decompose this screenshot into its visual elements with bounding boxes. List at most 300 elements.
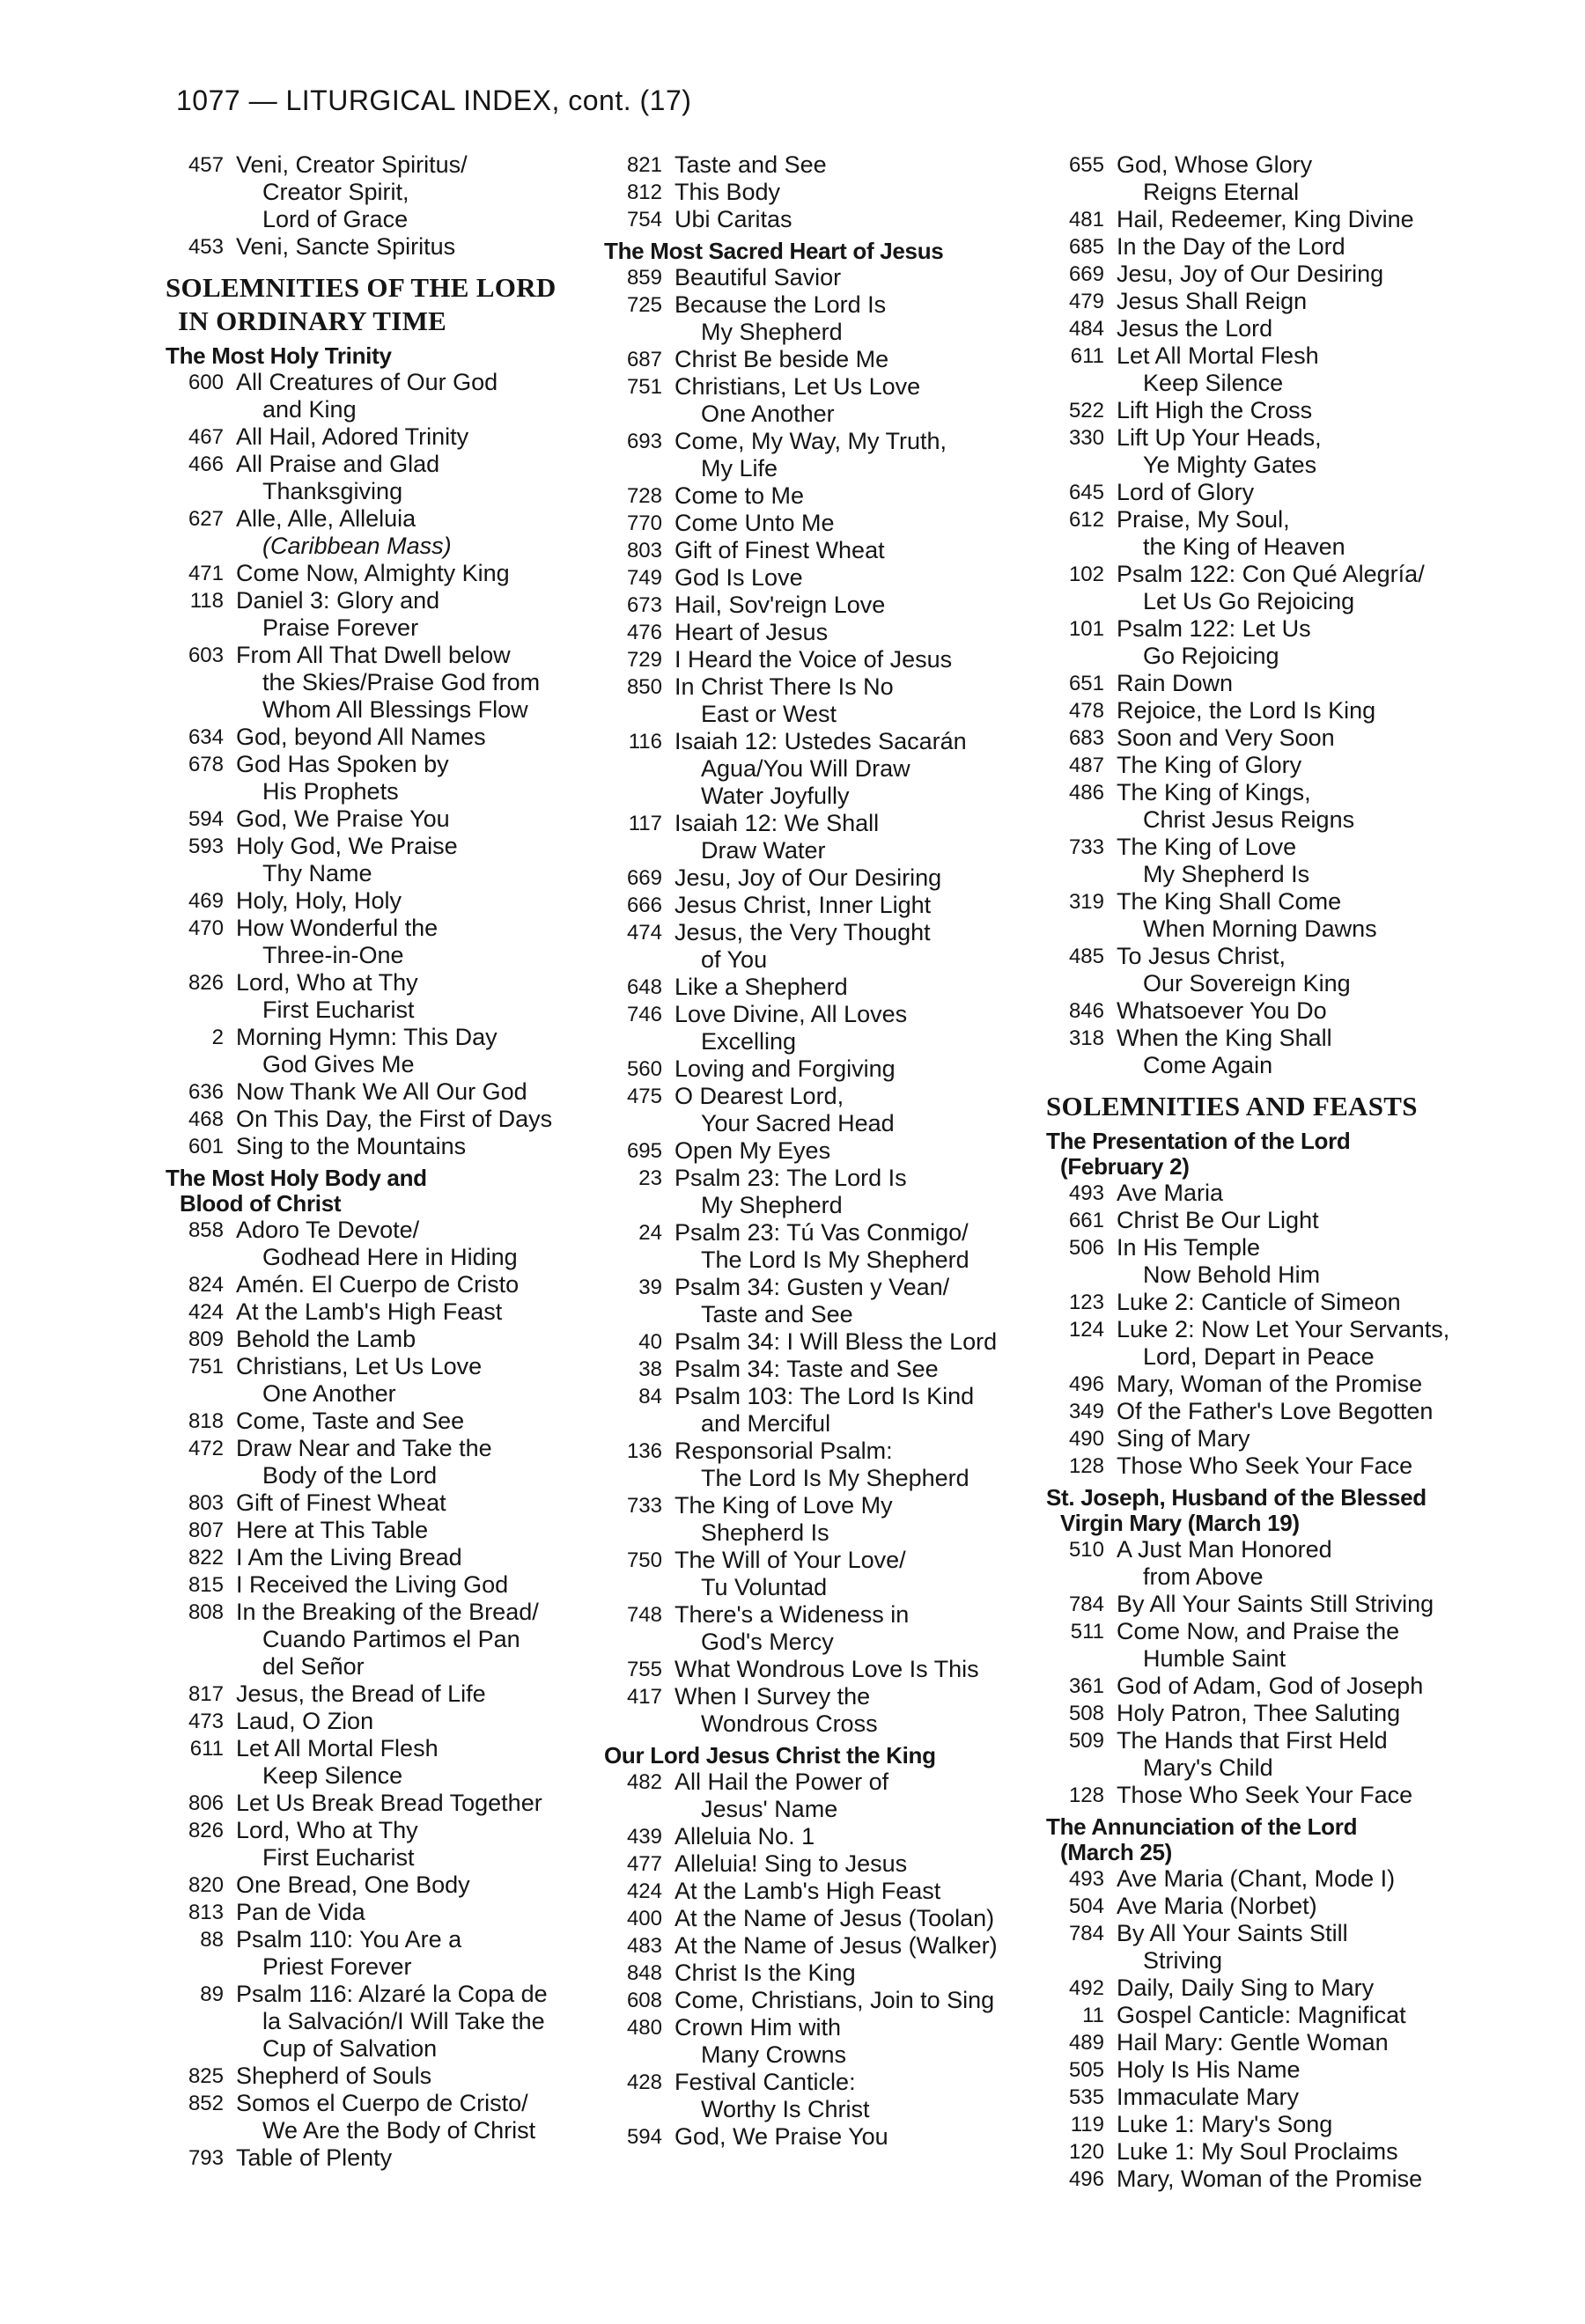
- section-heading: [166, 271, 579, 338]
- hymn-number: 487: [1068, 754, 1104, 777]
- hymn-title: [1117, 943, 1460, 997]
- hymn-title-line: (Caribbean Mass): [262, 533, 452, 559]
- hymn-title: [675, 428, 1018, 482]
- hymn-title-line: On This Day, the First of Days: [236, 1106, 553, 1132]
- hymn-number: 11: [1082, 2004, 1104, 2027]
- hymn-title-line: First Eucharist: [262, 1844, 415, 1871]
- hymn-number: 88: [200, 1928, 224, 1952]
- hymn-title-line: All Praise and Glad: [236, 451, 440, 477]
- index-entry: [604, 179, 1018, 206]
- hymn-number: 822: [188, 1546, 224, 1570]
- index-entry: [166, 2090, 579, 2144]
- index-entry: [166, 2144, 579, 2172]
- index-entry: [166, 833, 579, 887]
- hymn-number: 685: [1068, 235, 1104, 259]
- hymn-title: [1117, 479, 1460, 506]
- hymn-title-line: Draw Water: [701, 837, 826, 864]
- hymn-title: [675, 373, 1018, 428]
- hymn-number: 636: [188, 1080, 224, 1104]
- hymn-title-line: Ave Maria (Chant, Mode I): [1117, 1865, 1396, 1892]
- hymn-number: 820: [188, 1873, 224, 1897]
- hymn-title: [1117, 1180, 1460, 1207]
- hymn-number: 593: [188, 835, 224, 858]
- hymn-title: [1117, 2056, 1460, 2084]
- hymn-number: 751: [626, 375, 662, 399]
- hymn-title-line: One Another: [701, 401, 835, 427]
- index-entry: [1046, 834, 1460, 888]
- hymn-number: 669: [1068, 262, 1104, 286]
- hymn-title-line: Excelling: [701, 1028, 797, 1055]
- hymn-title-line: Christ Is the King: [675, 1960, 856, 1986]
- index-entry: [604, 1547, 1018, 1601]
- index-entry: [604, 728, 1018, 810]
- hymn-title: [675, 1328, 1018, 1356]
- hymn-title-line: Let Us Go Rejoicing: [1143, 588, 1355, 614]
- hymn-title: [236, 1435, 579, 1489]
- hymn-title-line: Gospel Canticle: Magnificat: [1117, 2002, 1406, 2028]
- hymn-title-line: Lord of Grace: [262, 206, 409, 232]
- index-entry: [1046, 397, 1460, 424]
- hymn-title: [675, 1137, 1018, 1165]
- index-entry: [166, 1489, 579, 1517]
- hymn-title-line: Christians, Let Us Love: [675, 373, 921, 400]
- hymn-title-line: Gift of Finest Wheat: [675, 537, 885, 563]
- hymn-title-line: Alle, Alle, Alleluia: [236, 505, 417, 532]
- heading-line: (February 2): [1060, 1153, 1190, 1180]
- heading-line: The Presentation of the Lord: [1046, 1128, 1351, 1154]
- index-entry: [1046, 697, 1460, 724]
- hymn-number: 803: [626, 539, 662, 563]
- index-entry: [166, 1353, 579, 1408]
- hymn-title-line: Holy Is His Name: [1117, 2056, 1301, 2083]
- hymn-title: [1117, 888, 1460, 943]
- hymn-title-line: Taste and See: [701, 1301, 853, 1327]
- hymn-title-line: Psalm 110: You Are a: [236, 1926, 462, 1953]
- hymn-title-line: The King of Kings,: [1117, 779, 1311, 805]
- hymn-title: [675, 1438, 1018, 1492]
- hymn-title-line: Shepherd of Souls: [236, 2063, 432, 2089]
- hymn-title-line: of You: [701, 946, 768, 973]
- hymn-title: [675, 592, 1018, 619]
- hymn-title-line: Daniel 3: Glory and: [236, 587, 440, 614]
- hymn-number: 319: [1068, 890, 1104, 914]
- hymn-title-line: Tu Voluntad: [701, 1574, 828, 1600]
- index-entry: [604, 1001, 1018, 1055]
- hymn-title: [675, 646, 1018, 673]
- hymn-number: 535: [1068, 2085, 1104, 2109]
- hymn-title-line: Go Rejoicing: [1143, 643, 1279, 669]
- hymn-number: 482: [626, 1770, 662, 1794]
- hymn-title-line: Keep Silence: [262, 1762, 403, 1789]
- hymn-title-line: Jesus, the Bread of Life: [236, 1680, 486, 1707]
- hymn-title-line: I Received the Living God: [236, 1571, 509, 1598]
- index-entry: [1046, 724, 1460, 752]
- hymn-number: 725: [626, 293, 662, 317]
- hymn-title-line: Keep Silence: [1143, 370, 1284, 396]
- index-entry: [604, 291, 1018, 346]
- hymn-title: [1117, 342, 1460, 397]
- hymn-title-line: Cuando Partimos el Pan: [262, 1626, 520, 1652]
- hymn-number: 784: [1068, 1592, 1104, 1616]
- hymn-title-line: Body of the Lord: [262, 1462, 438, 1489]
- hymn-title: [236, 1298, 579, 1326]
- hymn-number: 477: [626, 1852, 662, 1876]
- hymn-title: [236, 233, 579, 261]
- hymn-title-line: and King: [262, 396, 357, 423]
- hymn-title-line: My Shepherd Is: [1143, 861, 1310, 887]
- hymn-title: [236, 451, 579, 505]
- hymn-title: [675, 974, 1018, 1001]
- hymn-title-line: Holy, Holy, Holy: [236, 887, 402, 914]
- hymn-title-line: Immaculate Mary: [1117, 2084, 1300, 2110]
- hymn-number: 40: [638, 1330, 662, 1354]
- hymn-title: [236, 969, 579, 1024]
- hymn-title: [1117, 1207, 1460, 1234]
- index-entry: [604, 1769, 1018, 1823]
- index-entry: [1046, 1591, 1460, 1618]
- index-entry: [1046, 1618, 1460, 1673]
- index-entry: [1046, 1207, 1460, 1234]
- hymn-title: [1117, 1920, 1460, 1975]
- hymn-title-line: Agua/You Will Draw: [701, 755, 910, 782]
- hymn-title: [1117, 288, 1460, 315]
- index-entry: [166, 1024, 579, 1078]
- hymn-number: 476: [626, 621, 662, 644]
- hymn-title: [675, 1769, 1018, 1823]
- hymn-number: 669: [626, 866, 662, 890]
- hymn-title: [236, 724, 579, 751]
- hymn-title: [1117, 670, 1460, 697]
- hymn-title: [236, 1926, 579, 1981]
- index-entry: [604, 1492, 1018, 1547]
- index-entry: [1046, 1425, 1460, 1452]
- hymn-title-line: Veni, Creator Spiritus/: [236, 151, 468, 178]
- hymn-title-line: Alleluia! Sing to Jesus: [675, 1850, 908, 1877]
- hymn-title-line: This Body: [675, 179, 781, 205]
- hymn-number: 489: [1068, 2031, 1104, 2055]
- index-entry: [1046, 1371, 1460, 1398]
- hymn-title: [675, 2069, 1018, 2123]
- hymn-title: [1117, 1536, 1460, 1591]
- index-entry: [1046, 2029, 1460, 2056]
- hymn-title: [675, 346, 1018, 373]
- hymn-title-line: Jesus Shall Reign: [1117, 288, 1308, 314]
- hymn-title-line: Lift High the Cross: [1117, 397, 1313, 423]
- hymn-number: 124: [1068, 1318, 1104, 1342]
- hymn-title-line: Jesus Christ, Inner Light: [675, 892, 932, 918]
- hymn-title: [675, 564, 1018, 592]
- hymn-number: 400: [626, 1907, 662, 1931]
- hymn-title-line: Now Behold Him: [1143, 1261, 1321, 1288]
- hymn-number: 508: [1068, 1702, 1104, 1725]
- index-entry: [1046, 1025, 1460, 1079]
- hymn-title: [236, 1817, 579, 1872]
- hymn-title-line: The Hands that First Held: [1117, 1727, 1388, 1754]
- hymn-title-line: Christians, Let Us Love: [236, 1353, 483, 1379]
- hymn-title: [675, 864, 1018, 892]
- hymn-title-line: God, beyond All Names: [236, 724, 486, 750]
- hymn-number: 809: [188, 1327, 224, 1351]
- hymn-number: 468: [188, 1107, 224, 1131]
- hymn-title-line: Jesus the Lord: [1117, 315, 1273, 342]
- hymn-title: [236, 2090, 579, 2144]
- index-entry: [1046, 1893, 1460, 1920]
- hymn-number: 859: [626, 266, 662, 290]
- hymn-title-line: Whom All Blessings Flow: [262, 696, 528, 723]
- hymn-number: 852: [188, 2092, 224, 2115]
- index-entry: [1046, 1452, 1460, 1480]
- index-entry: [166, 505, 579, 560]
- hymn-number: 751: [188, 1355, 224, 1379]
- index-entry: [604, 206, 1018, 233]
- hymn-title: [236, 915, 579, 969]
- index-entry: [1046, 561, 1460, 615]
- hymn-title-line: and Merciful: [701, 1410, 831, 1437]
- hymn-number: 818: [188, 1409, 224, 1433]
- index-entry: [604, 564, 1018, 592]
- hymn-title: [675, 1383, 1018, 1438]
- index-entry: [166, 2063, 579, 2090]
- hymn-title-line: Festival Canticle:: [675, 2069, 856, 2095]
- hymn-title-line: Rejoice, the Lord Is King: [1117, 697, 1376, 724]
- hymn-title-line: Humble Saint: [1143, 1645, 1286, 1672]
- hymn-title-line: The King of Glory: [1117, 752, 1302, 778]
- hymn-number: 608: [626, 1989, 662, 2012]
- hymn-number: 123: [1068, 1291, 1104, 1314]
- hymn-number: 749: [626, 566, 662, 590]
- hymn-number: 821: [626, 153, 662, 177]
- hymn-title-line: Christ Be beside Me: [675, 346, 889, 372]
- hymn-title: [1117, 1865, 1460, 1893]
- hymn-title: [1117, 1025, 1460, 1079]
- hymn-number: 116: [628, 730, 662, 754]
- hymn-title: [1117, 1893, 1460, 1920]
- index-entry: [166, 969, 579, 1024]
- hymn-title: [236, 1708, 579, 1735]
- hymn-number: 522: [1068, 399, 1104, 423]
- hymn-title-line: Responsorial Psalm:: [675, 1438, 893, 1464]
- hymn-number: 815: [188, 1573, 224, 1597]
- subsection-heading: [1046, 1485, 1460, 1536]
- hymn-title-line: The Lord Is My Shepherd: [701, 1465, 969, 1491]
- hymn-title-line: God, We Praise You: [675, 2123, 888, 2150]
- hymn-title: [675, 2123, 1018, 2151]
- hymn-title-line: Somos el Cuerpo de Cristo/: [236, 2090, 528, 2116]
- hymn-title-line: Psalm 103: The Lord Is Kind: [675, 1383, 975, 1409]
- hymn-title: [236, 1024, 579, 1078]
- hymn-number: 784: [1068, 1922, 1104, 1945]
- subsection-heading: [1046, 1129, 1460, 1180]
- index-entry: [166, 423, 579, 451]
- hymn-number: 120: [1068, 2140, 1104, 2164]
- hymn-title-line: Christ Be Our Light: [1117, 1207, 1319, 1233]
- index-entry: [1046, 2166, 1460, 2193]
- hymn-title: [675, 537, 1018, 564]
- hymn-title: [1117, 1371, 1460, 1398]
- hymn-title-line: Hail, Redeemer, King Divine: [1117, 206, 1414, 232]
- hymn-title-line: Jesus, the Very Thought: [675, 919, 931, 945]
- hymn-title-line: I Am the Living Bread: [236, 1544, 462, 1570]
- hymn-number: 490: [1068, 1427, 1104, 1451]
- hymn-title: [236, 1408, 579, 1435]
- hymn-number: 493: [1068, 1867, 1104, 1891]
- hymn-number: 509: [1068, 1729, 1104, 1753]
- page-header: 1077 — LITURGICAL INDEX, cont. (17): [176, 85, 692, 116]
- heading-line: Our Lord Jesus Christ the King: [604, 1742, 936, 1769]
- hymn-number: 808: [188, 1600, 224, 1624]
- hymn-title-line: Ubi Caritas: [675, 206, 792, 232]
- index-entry: [604, 919, 1018, 974]
- hymn-title: [1117, 206, 1460, 233]
- hymn-title-line: Come to Me: [675, 482, 805, 509]
- hymn-title: [1117, 506, 1460, 561]
- index-entry: [604, 151, 1018, 179]
- hymn-number: 826: [188, 971, 224, 995]
- index-entry: [166, 369, 579, 423]
- subsection-heading: [1046, 1814, 1460, 1865]
- index-entry: [166, 1926, 579, 1981]
- hymn-title-line: Soon and Very Soon: [1117, 724, 1335, 751]
- hymn-title: [1117, 2029, 1460, 2056]
- subsection-heading: [166, 343, 579, 369]
- hymn-title-line: At the Name of Jesus (Toolan): [675, 1905, 995, 1931]
- index-column-2: [604, 151, 1018, 2151]
- index-entry: [604, 1274, 1018, 1328]
- hymn-number: 417: [626, 1685, 662, 1709]
- index-entry: [166, 1133, 579, 1160]
- index-entry: [604, 510, 1018, 537]
- heading-line: The Most Holy Body and: [166, 1165, 427, 1191]
- subsection-heading: [604, 1743, 1018, 1769]
- hymn-number: 733: [1068, 835, 1104, 859]
- hymn-title: [236, 805, 579, 833]
- heading-line: St. Joseph, Husband of the Blessed: [1046, 1484, 1426, 1511]
- hymn-title: [675, 291, 1018, 346]
- hymn-title: [236, 642, 579, 724]
- hymn-title-line: Psalm 116: Alzaré la Copa de: [236, 1981, 548, 2007]
- index-entry: [166, 1817, 579, 1872]
- hymn-title: [236, 1326, 579, 1353]
- hymn-title-line: God, Whose Glory: [1117, 151, 1313, 178]
- index-entry: [604, 1356, 1018, 1383]
- hymn-title: [675, 919, 1018, 974]
- hymn-title: [1117, 1618, 1460, 1673]
- hymn-title-line: At the Lamb's High Feast: [236, 1298, 503, 1325]
- hymn-title-line: The King Shall Come: [1117, 888, 1342, 915]
- hymn-number: 318: [1068, 1026, 1104, 1050]
- hymn-title: [1117, 261, 1460, 288]
- heading-line: (March 25): [1060, 1839, 1173, 1865]
- hymn-title-line: A Just Man Honored: [1117, 1536, 1332, 1563]
- index-entry: [166, 1298, 579, 1326]
- hymn-title: [236, 1544, 579, 1571]
- hymn-number: 813: [188, 1901, 224, 1924]
- hymn-number: 666: [626, 894, 662, 917]
- hymn-number: 627: [188, 507, 224, 531]
- hymn-title-line: Come, Christians, Join to Sing: [675, 1987, 995, 2013]
- hymn-title: [236, 1133, 579, 1160]
- hymn-title-line: Crown Him with: [675, 2014, 842, 2041]
- hymn-title-line: Jesus' Name: [701, 1796, 838, 1822]
- hymn-title-line: Like a Shepherd: [675, 974, 848, 1000]
- hymn-title-line: Praise Forever: [262, 614, 419, 641]
- hymn-title-line: Holy God, We Praise: [236, 833, 458, 859]
- hymn-title-line: Lord of Glory: [1117, 479, 1255, 505]
- index-entry: [604, 1438, 1018, 1492]
- hymn-number: 330: [1068, 426, 1104, 450]
- hymn-number: 424: [188, 1300, 224, 1324]
- index-entry: [166, 1408, 579, 1435]
- hymn-title: [236, 1899, 579, 1926]
- index-entry: [604, 1932, 1018, 1960]
- hymn-number: 695: [626, 1139, 662, 1163]
- hymn-title-line: Lord, Who at Thy: [236, 1817, 418, 1843]
- index-entry: [166, 1981, 579, 2063]
- hymn-title-line: Alleluia No. 1: [675, 1823, 815, 1850]
- index-entry: [1046, 206, 1460, 233]
- index-entry: [604, 2069, 1018, 2123]
- hymn-title-line: God Is Love: [675, 564, 803, 591]
- hymn-title: [1117, 1673, 1460, 1700]
- index-entry: [1046, 779, 1460, 834]
- hymn-title: [675, 810, 1018, 864]
- index-entry: [1046, 670, 1460, 697]
- hymn-number: 634: [188, 725, 224, 749]
- hymn-title-line: Laud, O Zion: [236, 1708, 374, 1734]
- hymn-title: [1117, 233, 1460, 261]
- index-entry: [1046, 506, 1460, 561]
- section-heading: [1046, 1090, 1460, 1123]
- index-entry: [1046, 1700, 1460, 1727]
- hymn-title-line: Lift Up Your Heads,: [1117, 424, 1322, 451]
- hymn-title-line: From All That Dwell below: [236, 642, 511, 668]
- heading-line: Virgin Mary (March 19): [1060, 1510, 1300, 1536]
- hymn-number: 84: [638, 1385, 662, 1408]
- hymn-title-line: Psalm 23: Tú Vas Conmigo/: [675, 1219, 969, 1246]
- hymn-number: 469: [188, 889, 224, 913]
- hymn-number: 693: [626, 430, 662, 453]
- index-entry: [1046, 1536, 1460, 1591]
- hymn-title: [236, 587, 579, 642]
- hymn-title-line: My Shepherd: [701, 319, 843, 345]
- hymn-number: 136: [626, 1439, 662, 1463]
- hymn-title-line: Sing of Mary: [1117, 1425, 1250, 1452]
- hymn-number: 424: [626, 1879, 662, 1903]
- hymn-title: [1117, 1591, 1460, 1618]
- hymn-title-line: Daily, Daily Sing to Mary: [1117, 1975, 1375, 2001]
- index-entry: [604, 1601, 1018, 1656]
- hymn-title: [1117, 2138, 1460, 2166]
- hymn-title-line: Isaiah 12: We Shall: [675, 810, 880, 836]
- index-entry: [1046, 1234, 1460, 1289]
- hymn-title-line: We Are the Body of Christ: [262, 2117, 536, 2144]
- index-entry: [1046, 342, 1460, 397]
- hymn-title-line: Shepherd Is: [701, 1519, 829, 1546]
- hymn-title-line: Morning Hymn: This Day: [236, 1024, 498, 1050]
- hymn-title-line: At the Lamb's High Feast: [675, 1878, 941, 1904]
- hymn-title-line: Psalm 122: Let Us: [1117, 615, 1311, 642]
- hymn-title-line: Lord, Who at Thy: [236, 969, 418, 996]
- hymn-title-line: God Gives Me: [262, 1051, 415, 1077]
- hymn-title: [236, 423, 579, 451]
- index-entry: [604, 1383, 1018, 1438]
- hymn-number: 683: [1068, 726, 1104, 750]
- hymn-number: 826: [188, 1819, 224, 1842]
- hymn-title-line: Come, My Way, My Truth,: [675, 428, 947, 454]
- hymn-number: 504: [1068, 1894, 1104, 1918]
- hymn-title-line: Worthy Is Christ: [701, 2096, 870, 2122]
- hymn-title: [1117, 2111, 1460, 2138]
